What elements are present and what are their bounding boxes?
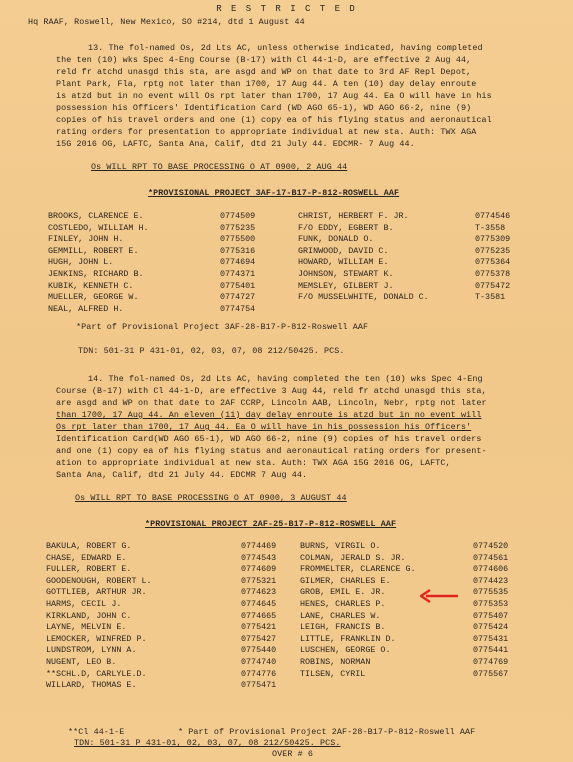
officer-serial: 0775472: [475, 280, 511, 291]
officer-name: GROB, EMIL E. JR.: [300, 587, 386, 598]
officer-serial: 0775567: [473, 668, 509, 679]
para-14-line: and one (1) copy ea of his flying status and aeronautical rating orders for present-: [56, 446, 487, 456]
officer-name: FUNK, DONALD O.: [298, 234, 374, 245]
officer-serial: 0774543: [241, 552, 277, 563]
officer-serial: 0775235: [220, 222, 256, 233]
officer-serial: 0774546: [475, 211, 511, 221]
footnote-mark: **Cl 44-1-E: [68, 727, 125, 737]
officer-serial: 0774371: [220, 269, 256, 279]
officer-serial: 0775235: [475, 245, 511, 256]
officer-name: MUELLER, GEORGE W.: [48, 292, 139, 303]
officer-serial: 0775321: [241, 575, 277, 586]
para-14-line: Os rpt later than 1700, 17 Aug 44. Ea O will have in his possession his Officers': [56, 422, 472, 432]
officer-name: CHASE, EDWARD E.: [46, 552, 127, 563]
classification-header: R E S T R I C T E D: [216, 4, 357, 14]
officer-name: HOWARD, WILLIAM E.: [298, 257, 389, 268]
officer-name: FINLEY, JOHN H.: [48, 234, 124, 245]
officer-name: KUBIK, KENNETH C.: [48, 280, 134, 291]
officer-name: FROMMELTER, CLARENCE G.: [300, 564, 416, 575]
officer-name: TILSEN, CYRIL: [300, 668, 366, 679]
officer-name: BURNS, VIRGIL O.: [300, 541, 381, 551]
para-13-line: rating orders for presentation to appropriate individual at new sta. Auth: TWX AGA: [56, 127, 477, 137]
officer-serial: 0775316: [220, 245, 256, 256]
officer-name: HENES, CHARLES P.: [300, 599, 386, 609]
officer-name: GEMMILL, ROBERT E.: [48, 245, 139, 256]
para-14-line: ation to appropriate individual at new sta. Auth: TWX AGA 15G 2016 OG, LAFTC,: [56, 458, 451, 468]
officer-name: LUSCHEN, GEORGE O.: [300, 645, 391, 656]
officer-name: GILMER, CHARLES E.: [300, 575, 391, 586]
officer-serial: 0774609: [241, 564, 277, 575]
officer-serial: 0775401: [220, 280, 256, 291]
officer-name: GOTTLIEB, ARTHUR JR.: [46, 587, 147, 598]
para-13-line: 13. The fol-named Os, 2d Lts AC, unless otherwise indicated, having completed: [88, 43, 483, 53]
officer-name: KIRKLAND, JOHN C.: [46, 610, 132, 621]
tdn-line: TDN: 501-31 P 431-01, 02, 03, 07, 08 212/50425. PCS.: [78, 346, 345, 356]
issuing-headquarters: Hq RAAF, Roswell, New Mexico, SO #214, dtd 1 August 44: [28, 17, 305, 27]
processing-instruction: Os WILL RPT TO BASE PROCESSING O AT 0900, 2 AUG 44: [91, 162, 348, 172]
officer-name: ROBINS, NORMAN: [300, 657, 371, 667]
officer-serial: 0774645: [241, 599, 277, 609]
officer-name: GOODENOUGH, ROBERT L.: [46, 575, 152, 586]
officer-name: COSTLEDO, WILLIAM H.: [48, 222, 149, 233]
officer-serial: 0774606: [473, 564, 509, 575]
officer-serial: 0774769: [473, 657, 509, 667]
para-14-line: 14. The fol-named Os, 2d Lts AC, having completed the ten (10) wks Spec 4-Eng: [88, 374, 483, 384]
para-13-line: reld fr atchd unasgd this sta, are asgd and WP on that date to 3rd AF Repl Depot,: [56, 67, 472, 77]
officer-serial: 0774740: [241, 657, 277, 667]
processing-instruction: Os WILL RPT TO BASE PROCESSING O AT 0900, 3 AUGUST 44: [75, 493, 347, 503]
officer-name: NEAL, ALFRED H.: [48, 303, 124, 314]
officer-name: WILLARD, THOMAS E.: [46, 680, 137, 691]
officer-serial: 0774665: [241, 610, 277, 621]
officer-name: BROOKS, CLARENCE E.: [48, 211, 144, 221]
para-14-line: are asgd and WP on that date to 2AF CCRP, Lincoln AAB, Lincoln, Nebr, rptg not later: [56, 398, 487, 408]
officer-serial: 0775309: [475, 234, 511, 245]
officer-name: F/O EDDY, EGBERT B.: [298, 222, 394, 233]
project-footnote: * Part of Provisional Project 2AF-28-B17-P-812-Roswell AAF: [178, 727, 476, 737]
officer-serial: 0775364: [475, 257, 511, 268]
officer-name: F/O MUSSELWHITE, DONALD C.: [298, 292, 429, 303]
officer-name: LAYNE, MELVIN E.: [46, 622, 127, 633]
officer-name: HUGH, JOHN L.: [48, 257, 114, 268]
officer-name: CHRIST, HERBERT F. JR.: [298, 211, 409, 221]
officer-name: FULLER, ROBERT E.: [46, 564, 132, 575]
officer-serial: 0775535: [473, 587, 509, 598]
para-14-line: Identification Card(WD AGO 65-1), WD AGO 66-2, nine (9) copies of his travel orders: [56, 434, 482, 444]
project-footnote: *Part of Provisional Project 3AF-28-B17-P-812-Roswell AAF: [76, 322, 369, 332]
project-title: *PROVISIONAL PROJECT 2AF-25-B17-P-812-ROSWELL AAF: [145, 519, 397, 529]
officer-name: NUGENT, LEO B.: [46, 657, 117, 667]
officer-serial: 0775378: [475, 269, 511, 279]
officer-serial: 0775421: [241, 622, 277, 633]
officer-serial: 0775441: [473, 645, 509, 656]
para-14-line: Course (B-17) with Cl 44-1-D, are effective 3 Aug 44, reld fr atchd unasgd this sta,: [56, 386, 487, 396]
para-13-line: is atzd but in no event will Os rpt later than 1700, 17 Aug 44. Ea O will have in his: [56, 91, 492, 101]
officer-name: LEIGH, FRANCIS B.: [300, 622, 386, 633]
officer-serial: 0774561: [473, 552, 509, 563]
officer-name: BAKULA, ROBERT G.: [46, 541, 132, 551]
para-13-line: the ten (10) wks Spec 4-Eng Course (B-17) with Cl 44-1-D, are effective 2 Aug 44,: [56, 55, 472, 65]
para-13-line: possession his Officers' Identification Card (WD AGO 65-1), WD AGO 66-2, nine (9): [56, 103, 472, 113]
para-14-line: Santa Ana, Calif, dtd 21 July 44. EDCMR 7 Aug 44.: [56, 470, 308, 480]
officer-serial: 0774520: [473, 541, 509, 551]
officer-name: LEMOCKER, WINFRED P.: [46, 633, 147, 644]
officer-name: COLMAN, JERALD S. JR.: [300, 552, 406, 563]
para-13-line: copies of his travel orders and one (1) copy ea of his flying status and aeronautical: [56, 115, 492, 125]
project-title: *PROVISIONAL PROJECT 3AF-17-B17-P-812-ROSWELL AAF: [148, 188, 400, 198]
officer-name: LANE, CHARLES W.: [300, 610, 381, 621]
officer-serial: T-3581: [475, 292, 506, 303]
officer-serial: 0775471: [241, 680, 277, 691]
officer-serial: 0775353: [473, 599, 509, 609]
officer-name: JOHNSON, STEWART K.: [298, 269, 394, 279]
officer-serial: 0774754: [220, 303, 256, 314]
red-arrow-annotation: [418, 588, 460, 604]
officer-serial: 0774694: [220, 257, 256, 268]
officer-serial: 0775431: [473, 633, 509, 644]
officer-serial: 0774423: [473, 575, 509, 586]
officer-serial: 0775407: [473, 610, 509, 621]
officer-serial: 0775424: [473, 622, 509, 633]
over-page-marker: OVER # 6: [272, 749, 314, 759]
para-13-line: Plant Park, Fla, rptg not later than 1700, 17 Aug 44. A ten (10) day delay enroute: [56, 79, 477, 89]
officer-name: JENKINS, RICHARD B.: [48, 269, 144, 279]
officer-name: HARMS, CECIL J.: [46, 599, 122, 609]
para-13-line: 15G 2016 OG, LAFTC, Santa Ana, Calif, dtd 21 July 44. EDCMR- 7 Aug 44.: [56, 139, 415, 149]
officer-serial: 0774469: [241, 541, 277, 551]
officer-serial: 0775440: [241, 645, 277, 656]
officer-name: LITTLE, FRANKLIN D.: [300, 633, 396, 644]
officer-name: MEMSLEY, GILBERT J.: [298, 280, 394, 291]
officer-name: **SCHL.D, CARLYLE.D.: [46, 668, 147, 679]
officer-serial: T-3558: [475, 222, 506, 233]
officer-serial: 0774509: [220, 211, 256, 221]
para-14-line: than 1700, 17 Aug 44. An eleven (11) day delay enroute is atzd but in no event will: [56, 410, 482, 420]
officer-serial: 0775427: [241, 633, 277, 644]
officer-serial: 0774623: [241, 587, 277, 598]
officer-serial: 0774727: [220, 292, 256, 303]
officer-serial: 0774776: [241, 668, 277, 679]
officer-name: LUNDSTROM, LYNN A.: [46, 645, 137, 656]
officer-serial: 0775500: [220, 234, 256, 245]
officer-name: GRINWOOD, DAVID C.: [298, 245, 389, 256]
tdn-line: TDN: 501-31 P 431-01, 02, 03, 07, 08 212/50425. PCS.: [74, 738, 341, 748]
